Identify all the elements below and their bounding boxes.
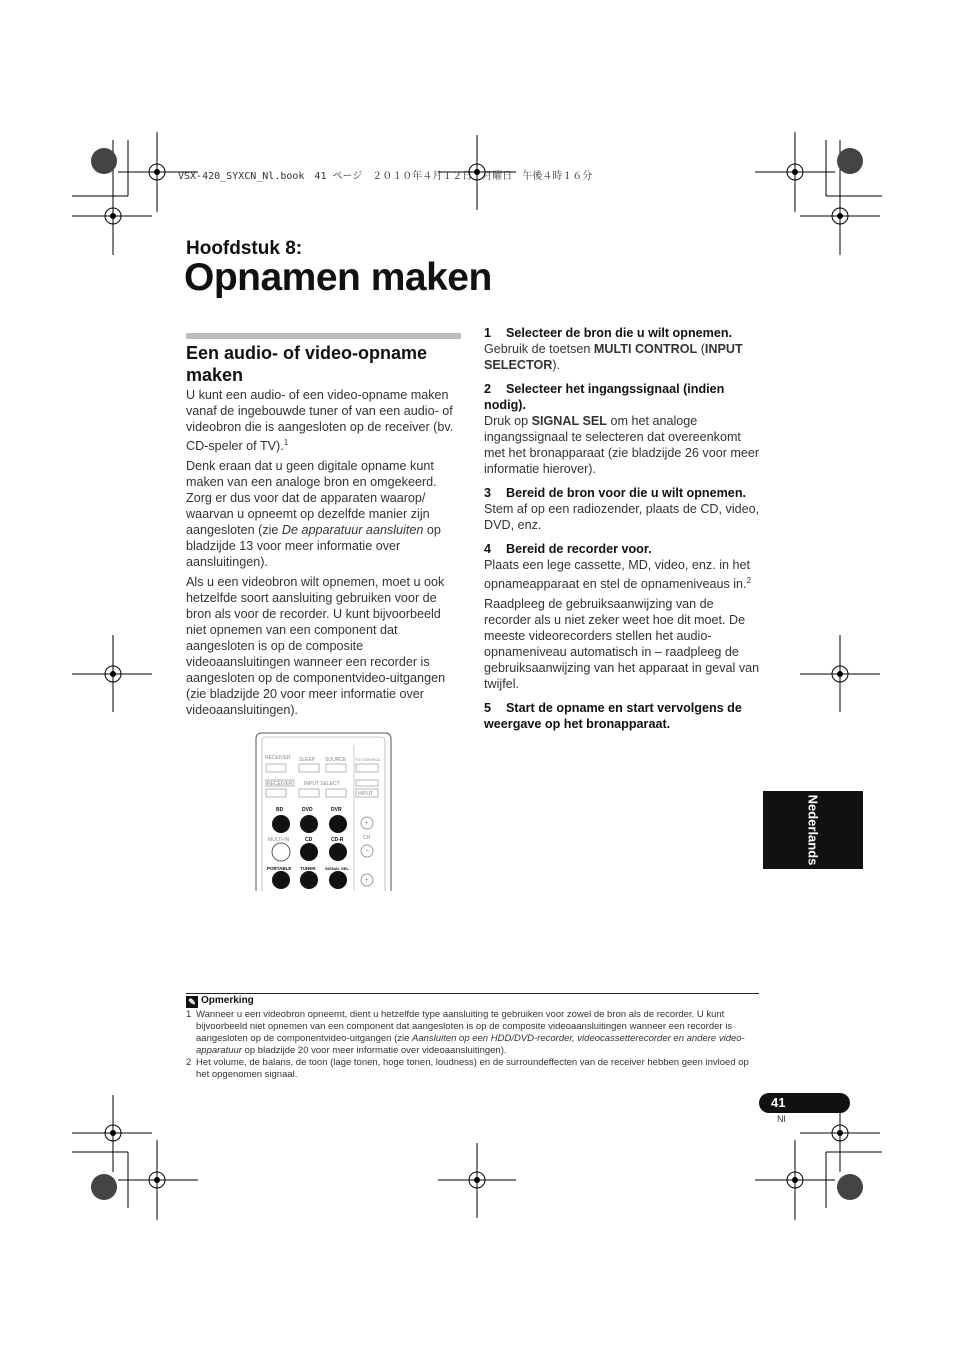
remote-label-receiver: RECEIVER xyxy=(265,755,291,761)
language-side-tab xyxy=(763,791,863,869)
step-3: 3 Bereid de bron voor die u wilt opnemen. Stem af op een radiozender, plaats de CD, video, DVD, enz. xyxy=(484,486,760,532)
key-signal-sel: SIGNAL SEL xyxy=(531,414,607,428)
step-4: 4 Bereid de recorder voor. Plaats een lege cassette, MD, video, enz. in het opnameapparaat en stel de opnameniveaus in.$^2$ Raadpleeg de gebruiksaanwijzing van de recorder als u niet zeker weet hoe dit moet. De meeste videorecorders stellen het audio-opnameniveau automatisch in – raadpleeg de gebruiksaanwijzing van het apparaat in geval van twijfel. xyxy=(484,542,760,692)
remote-label-sleep: SLEEP xyxy=(299,757,316,763)
paragraph-1: U kunt een audio- of een video-opname maken vanaf de ingebouwde tuner of van een audio- of videobron die is aangesloten op de receiver (bv. CD-speler of TV).$^1$ xyxy=(186,388,454,454)
remote-label-tv-control: TV CONTROL xyxy=(355,757,381,762)
section-heading: Een audio- of video-opname maken xyxy=(186,343,428,385)
footnote-2: 2 Het volume, de balans, de toon (lage tonen, hoge tonen, loudness) en de surroundeffecten van de receiver hebben geen invloed op het opgenomen signaal. xyxy=(186,1057,749,1080)
note-rule xyxy=(186,993,759,994)
remote-label-bd: BD xyxy=(276,807,284,813)
svg-text:+: + xyxy=(364,877,369,884)
link-italic: De apparatuur aansluiten xyxy=(281,523,424,538)
svg-text:−: − xyxy=(365,848,370,855)
remote-label-cd-r: CD-R xyxy=(331,837,344,843)
language-tab-label: Nederlands xyxy=(805,794,821,866)
svg-text:+: + xyxy=(364,820,369,827)
remote-label-dvd: DVD xyxy=(302,807,313,813)
remote-label-receiver-2: RECEIVER xyxy=(267,781,293,787)
remote-label-input: INPUT xyxy=(358,791,373,797)
remote-label-dvr: DVR xyxy=(331,807,342,813)
footnotes xyxy=(186,1009,758,1081)
footnote-ref-2: 2 xyxy=(746,576,752,585)
step-5: 5 Start de opname en start vervolgens de weergave op het bronapparaat. xyxy=(484,701,742,732)
remote-label-signal-sel: SIGNAL SEL xyxy=(325,866,349,871)
section-rule xyxy=(186,333,461,339)
page-number-pill xyxy=(759,1093,850,1113)
right-column xyxy=(484,325,760,740)
remote-label-cd: CD xyxy=(305,837,313,843)
key-input-selector: INPUT SELECTOR xyxy=(484,342,743,372)
note-icon: ✎ xyxy=(186,996,198,1008)
paragraph-2: Denk eraan dat u geen digitale opname kunt maken van een analoge bron en omgekeerd. Zorg er dus voor dat de apparaten waarop/ waarvan u opneemt op dezelfde manier zijn aangesloten (zie De apparatuur aansluiten op bladzijde 13 voor meer informatie over aansluitingen). xyxy=(186,459,441,570)
print-header: VSX-420_SYXCN_Nl.book 41 ページ ２０１０年４月１２日 月曜日 午後４時１６分 xyxy=(178,171,593,182)
remote-control-illustration xyxy=(254,731,393,891)
note-heading: ✎ Opmerking xyxy=(186,995,254,1008)
remote-label-input-select: INPUT SELECT xyxy=(304,781,340,787)
footnote-1: 1 Wanneer u een videobron opneemt, dient u hetzelfde type aansluiting te gebruiken voor zowel de bron als de recorder. U kunt bijvoorbeeld niet opnemen van een component dat aangesloten is op de composite videoaansluitingen wanneer een recorder is aangesloten op de componentvideo-uitgangen (zie Aansluiten op een HDD/DVD-recorder, videocassetterecorder en andere video-apparatuur op bladzijde 20 voor meer informatie over videoaansluitingen). xyxy=(186,1009,745,1056)
remote-label-tuner: TUNER xyxy=(300,866,316,871)
page-language-code: Nl xyxy=(777,1114,786,1124)
step-2: 2 Selecteer het ingangssignaal (indien nodig). Druk op SIGNAL SEL om het analoge ingangssignaal te selecteren dat overeenkomt met het bronapparaat (zie bladzijde 26 voor meer informatie hierover). xyxy=(484,382,760,476)
step-1: 1 Selecteer de bron die u wilt opnemen. Gebruik de toetsen MULTI CONTROL (INPUT SELECTOR). xyxy=(484,326,743,372)
chapter-title: Opnamen maken xyxy=(184,256,492,299)
chapter-label: Hoofdstuk 8: xyxy=(186,238,303,259)
footnote-ref-1: 1 xyxy=(283,438,289,447)
page-number: 41 xyxy=(771,1095,786,1110)
remote-label-portable: PORTABLE xyxy=(267,866,292,871)
paragraph-3: Als u een videobron wilt opnemen, moet u ook hetzelfde soort aansluiting gebruiken voor de bron als voor de recorder. U kunt bijvoorbeeld niet opnemen van een component dat aangesloten is op de composite videoaansluitingen wanneer een recorder is aangesloten op de componentvideo-uitgangen (zie bladzijde 20 voor meer informatie over videoaansluitingen). xyxy=(186,575,446,718)
left-column xyxy=(186,387,462,722)
remote-label-source: SOURCE xyxy=(325,757,347,763)
key-multi-control: MULTI CONTROL xyxy=(593,342,698,356)
remote-label-ch: CH xyxy=(363,835,371,841)
remote-label-multi-in: MULTI-IN xyxy=(268,837,290,843)
